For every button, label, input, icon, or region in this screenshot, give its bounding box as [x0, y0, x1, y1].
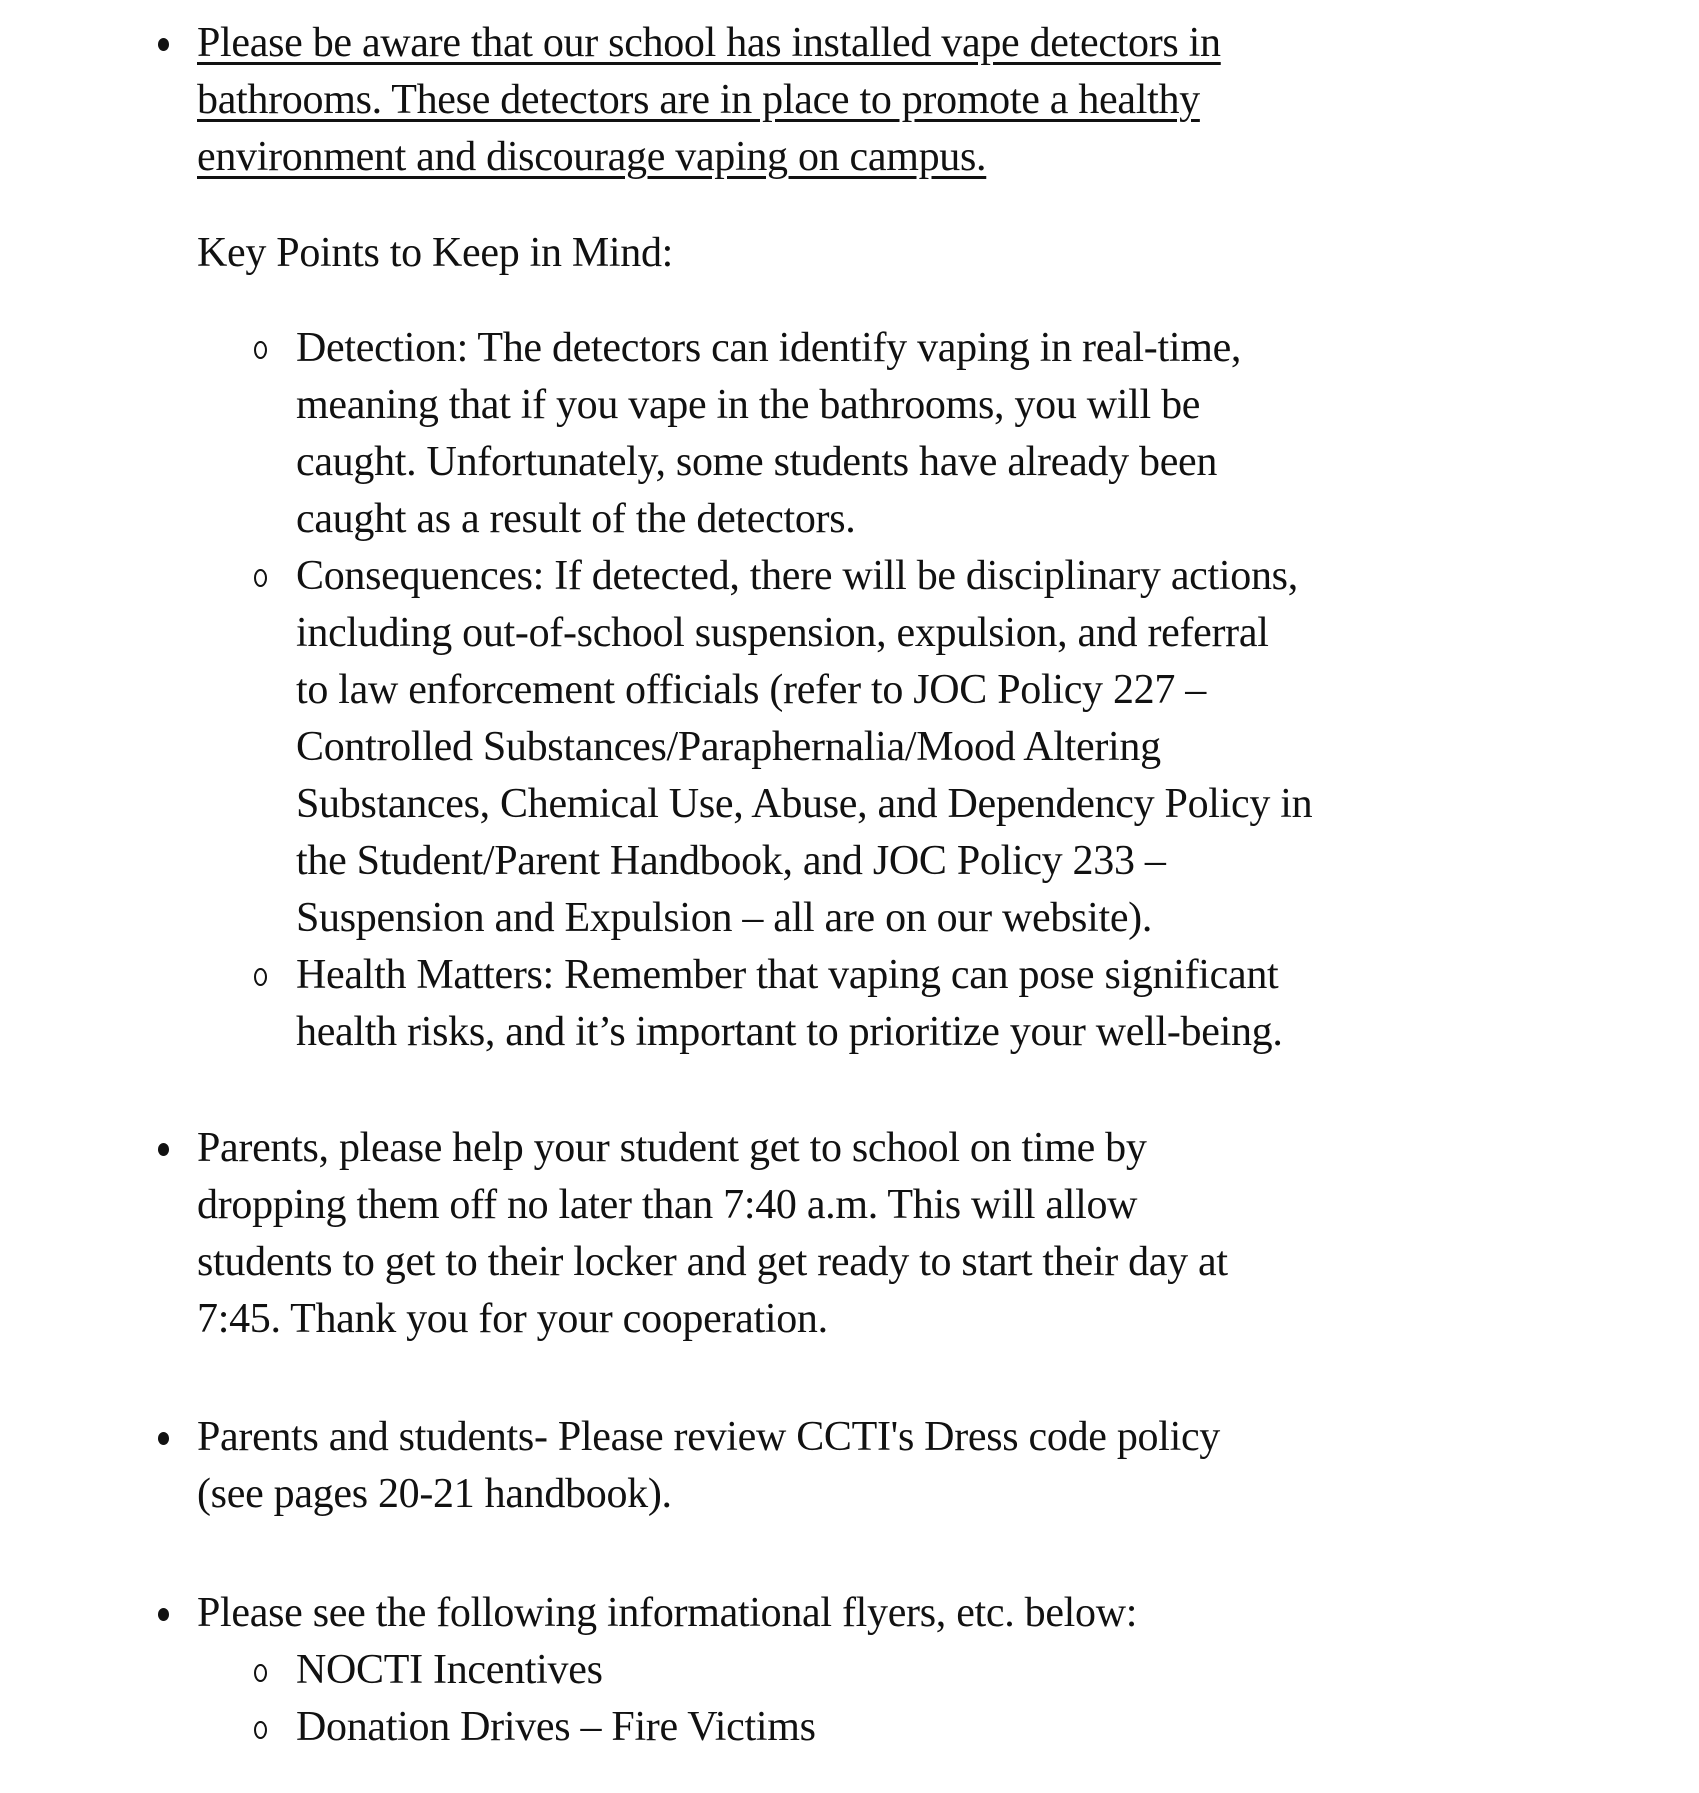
consequences-line: Substances, Chemical Use, Abuse, and Dependency Policy in [296, 781, 1313, 827]
detection-line: meaning that if you vape in the bathrooms, you will be [296, 382, 1201, 428]
flyer-item-donation: Donation Drives – Fire Victims [296, 1704, 816, 1750]
drop-off-line: Parents, please help your student get to school on time by [197, 1125, 1147, 1171]
sub-bullet-marker [254, 1664, 267, 1682]
flyer-item-nocti: NOCTI Incentives [296, 1647, 603, 1693]
drop-off-line: dropping them off no later than 7:40 a.m. This will allow [197, 1182, 1138, 1228]
vape-notice-line: environment and discourage vaping on campus. [197, 134, 987, 180]
consequences-line: Suspension and Expulsion – all are on our website). [296, 895, 1153, 941]
detection-line: caught. Unfortunately, some students have already been [296, 439, 1218, 485]
vape-notice-line: Please be aware that our school has installed vape detectors in [197, 20, 1221, 66]
sub-bullet-marker [254, 968, 267, 986]
drop-off-line: students to get to their locker and get ready to start their day at [197, 1239, 1228, 1285]
bullet-marker [158, 38, 169, 51]
key-points-heading: Key Points to Keep in Mind: [197, 230, 674, 276]
sub-bullet-marker [254, 341, 267, 359]
consequences-line: including out-of-school suspension, expulsion, and referral [296, 610, 1269, 656]
bullet-marker [158, 1143, 169, 1156]
consequences-line: to law enforcement officials (refer to JOC Policy 227 – [296, 667, 1206, 713]
consequences-line: Controlled Substances/Paraphernalia/Mood Altering [296, 724, 1161, 770]
consequences-line: the Student/Parent Handbook, and JOC Policy 233 – [296, 838, 1166, 884]
drop-off-line: 7:45. Thank you for your cooperation. [197, 1296, 828, 1342]
health-matters-line: Health Matters: Remember that vaping can pose significant [296, 952, 1279, 998]
health-matters-line: health risks, and it’s important to prioritize your well-being. [296, 1009, 1283, 1055]
detection-line: caught as a result of the detectors. [296, 496, 856, 542]
detection-line: Detection: The detectors can identify vaping in real-time, [296, 325, 1242, 371]
sub-bullet-marker [254, 569, 267, 587]
bullet-marker [158, 1608, 169, 1621]
sub-bullet-marker [254, 1721, 267, 1739]
dress-code-line: Parents and students- Please review CCTI's Dress code policy [197, 1414, 1220, 1460]
flyers-intro-line: Please see the following informational flyers, etc. below: [197, 1590, 1138, 1636]
vape-notice-line: bathrooms. These detectors are in place to promote a healthy [197, 77, 1200, 123]
bullet-marker [158, 1432, 169, 1445]
consequences-line: Consequences: If detected, there will be disciplinary actions, [296, 553, 1298, 599]
dress-code-line: (see pages 20-21 handbook). [197, 1471, 672, 1517]
